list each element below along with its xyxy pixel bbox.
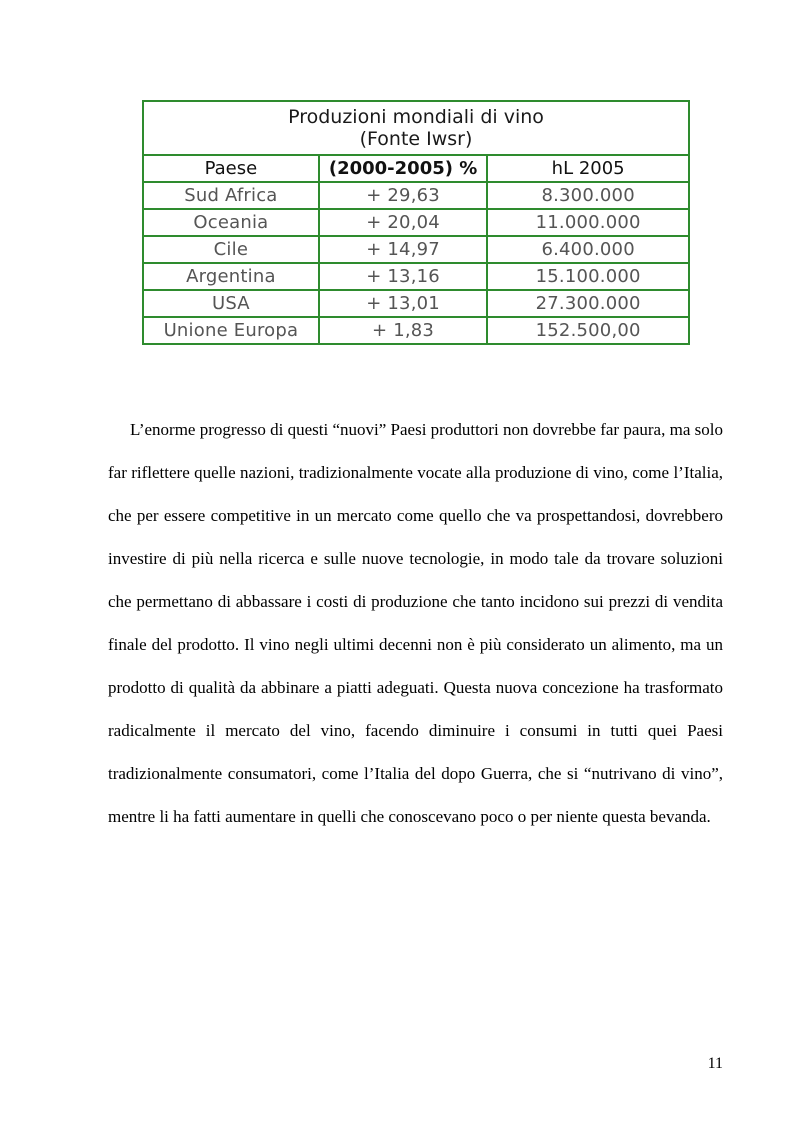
column-header-country: Paese [143, 155, 319, 182]
cell-hl: 8.300.000 [487, 182, 689, 209]
cell-change: + 13,16 [319, 263, 488, 290]
cell-change: + 14,97 [319, 236, 488, 263]
cell-hl: 15.100.000 [487, 263, 689, 290]
table-row [143, 236, 689, 263]
column-header-change: (2000-2005) % [319, 155, 488, 182]
wine-production-table [142, 100, 690, 345]
column-header-hl: hL 2005 [487, 155, 689, 182]
page-number: 11 [707, 1055, 723, 1072]
cell-country: Sud Africa [143, 182, 319, 209]
table-title-main: Produzioni mondiali di vino [288, 106, 544, 128]
cell-change: + 20,04 [319, 209, 488, 236]
table-row [143, 317, 689, 344]
table-row [143, 209, 689, 236]
cell-hl: 152.500,00 [487, 317, 689, 344]
cell-change: + 13,01 [319, 290, 488, 317]
table-row [143, 182, 689, 209]
cell-country: Oceania [143, 209, 319, 236]
table-title [143, 101, 689, 155]
cell-hl: 27.300.000 [487, 290, 689, 317]
table-row [143, 290, 689, 317]
cell-hl: 6.400.000 [487, 236, 689, 263]
cell-country: Cile [143, 236, 319, 263]
table-title-source: (Fonte Iwsr) [359, 128, 473, 150]
cell-country: USA [143, 290, 319, 317]
cell-country: Unione Europa [143, 317, 319, 344]
cell-change: + 1,83 [319, 317, 488, 344]
body-paragraph: L’enorme progresso di questi “nuovi” Paesi produttori non dovrebbe far paura, ma solo far riflettere quelle nazioni, tradizionalmente vocate alla produzione di vino, come l’Italia, che per essere competitive in un mercato come quello che va prospettandosi, dovrebbero investire di più nella ricerca e sulle nuove tecnologie, in modo tale da trovare soluzioni che permettano di abbassare i costi di produzione che tanto incidono sui prezzi di vendita finale del prodotto. Il vino negli ultimi decenni non è più considerato un alimento, ma un prodotto di qualità da abbinare a piatti adeguati. Questa nuova concezione ha trasformato radicalmente il mercato del vino, facendo diminuire i consumi in tutti quei Paesi tradizionalmente consumatori, come l’Italia del dopo Guerra, che si “nutrivano di vino”, mentre li ha fatti aumentare in quelli che conoscevano poco o per niente questa bevanda. [108, 420, 723, 826]
cell-country: Argentina [143, 263, 319, 290]
table-header-row [143, 155, 689, 182]
cell-hl: 11.000.000 [487, 209, 689, 236]
cell-change: + 29,63 [319, 182, 488, 209]
table-row [143, 263, 689, 290]
